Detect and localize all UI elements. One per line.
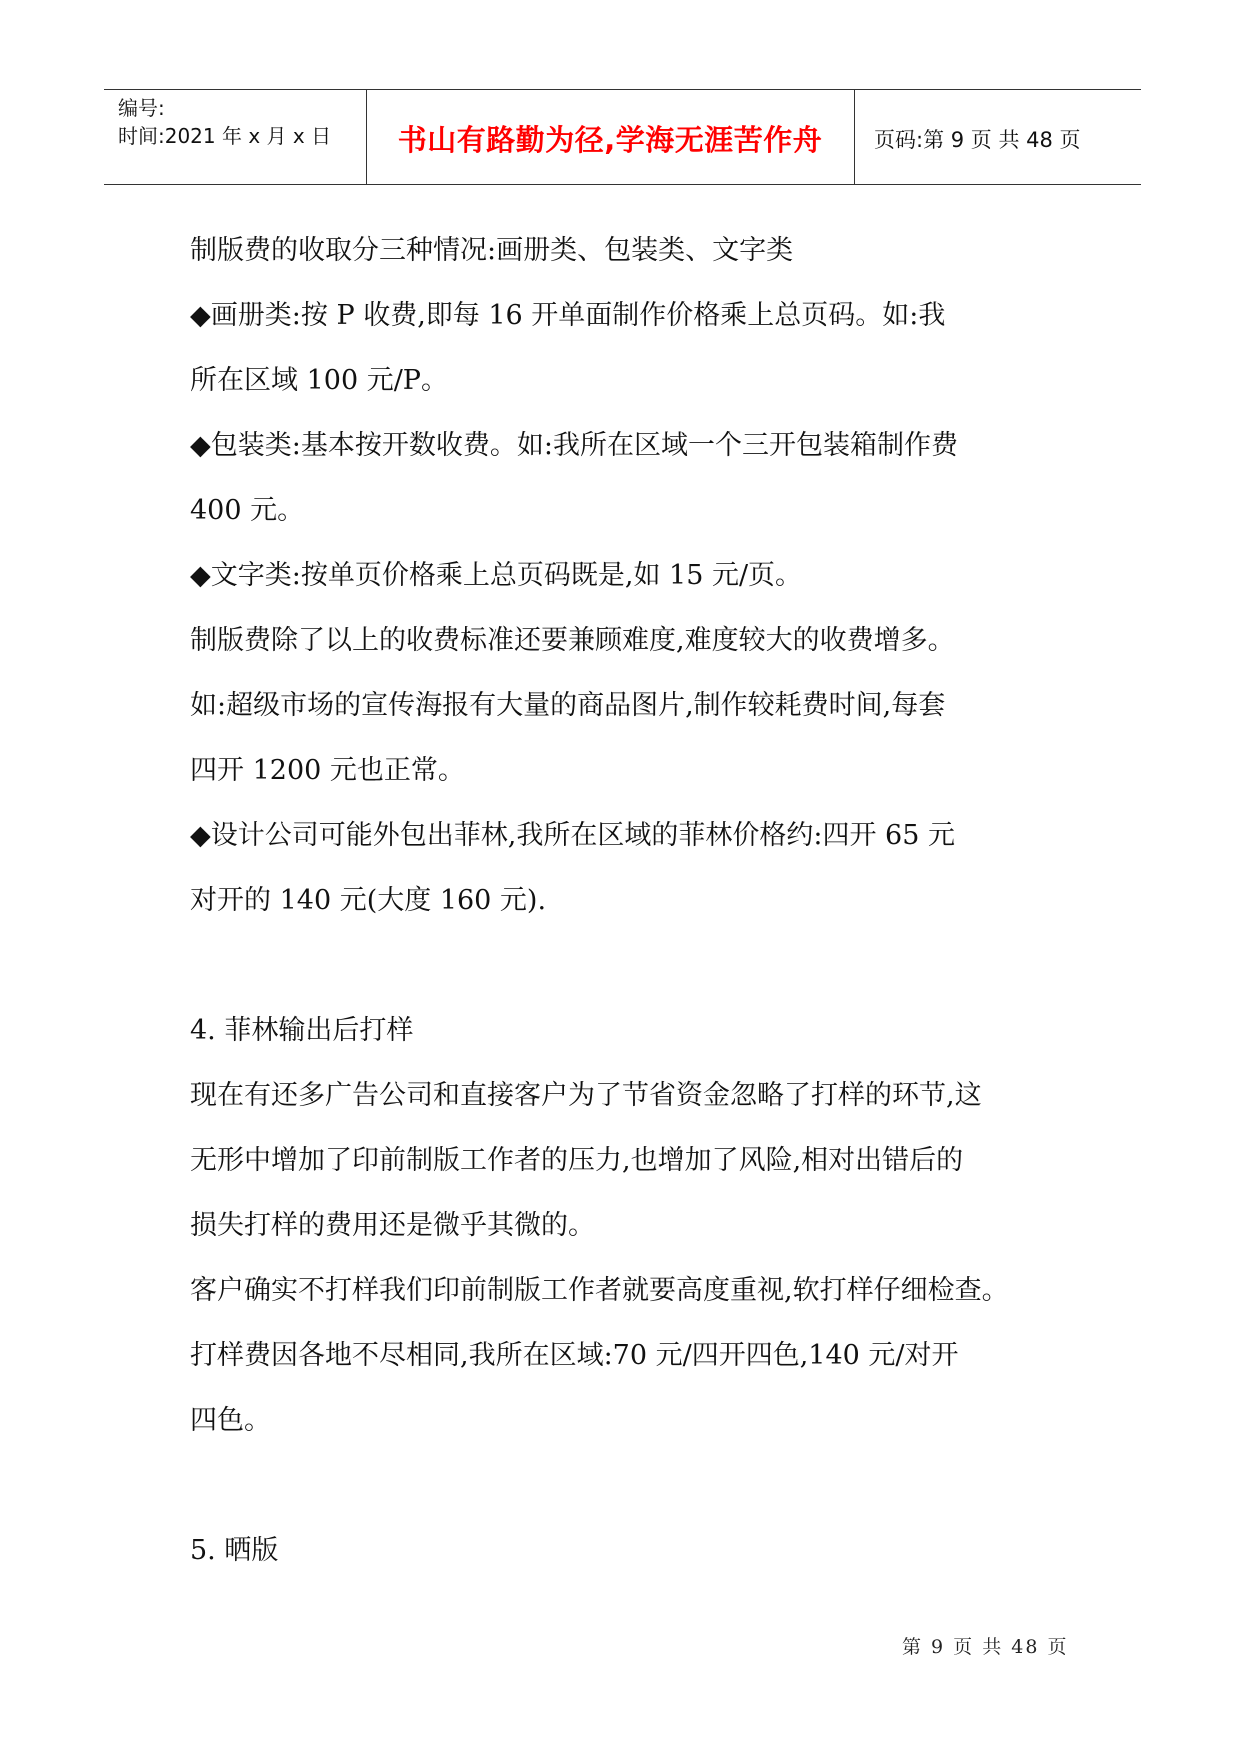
paragraph: ◆画册类:按 P 收费,即每 16 开单面制作价格乘上总页码。如:我 所在区域 100 元/P。 — [190, 300, 946, 396]
document-number-label: 编号: — [118, 96, 165, 120]
page-footer: 第 9 页 共 48 页 — [902, 1636, 1069, 1658]
document-body — [190, 218, 1070, 1583]
paragraph: ◆设计公司可能外包出菲林,我所在区域的菲林价格约:四开 65 元 对开的 140 元(大度 160 元). — [190, 820, 955, 916]
paragraph: 打样费因各地不尽相同,我所在区域:70 元/四开四色,140 元/对开 四色。 — [190, 1340, 959, 1436]
section-heading: 5. 晒版 — [190, 1535, 279, 1566]
paragraph: 制版费除了以上的收费标准还要兼顾难度,难度较大的收费增多。 — [190, 625, 955, 656]
paragraph: 客户确实不打样我们印前制版工作者就要高度重视,软打样仔细检查。 — [190, 1275, 1009, 1306]
header-meta — [118, 94, 331, 150]
paragraph: ◆包装类:基本按开数收费。如:我所在区域一个三开包装箱制作费 400 元。 — [190, 430, 958, 526]
document-time-label: 时间:2021 年 x 月 x 日 — [118, 124, 332, 148]
page-header — [104, 89, 1141, 185]
spacer — [190, 1453, 1070, 1518]
paragraph: 制版费的收取分三种情况:画册类、包装类、文字类 — [190, 235, 794, 266]
paragraph: ◆文字类:按单页价格乘上总页码既是,如 15 元/页。 — [190, 560, 803, 591]
spacer — [190, 933, 1070, 998]
header-divider-left — [366, 90, 367, 184]
header-motto: 书山有路勤为径,学海无涯苦作舟 — [397, 123, 823, 157]
section-heading: 4. 菲林输出后打样 — [190, 1015, 414, 1046]
paragraph: 如:超级市场的宣传海报有大量的商品图片,制作较耗费时间,每套 四开 1200 元也正常。 — [190, 690, 946, 786]
header-divider-right — [854, 90, 855, 184]
header-page-info: 页码:第 9 页 共 48 页 — [874, 128, 1081, 152]
paragraph: 现在有还多广告公司和直接客户为了节省资金忽略了打样的环节,这 无形中增加了印前制版工作者的压力,也增加了风险,相对出错后的 损失打样的费用还是微乎其微的。 — [190, 1080, 982, 1241]
